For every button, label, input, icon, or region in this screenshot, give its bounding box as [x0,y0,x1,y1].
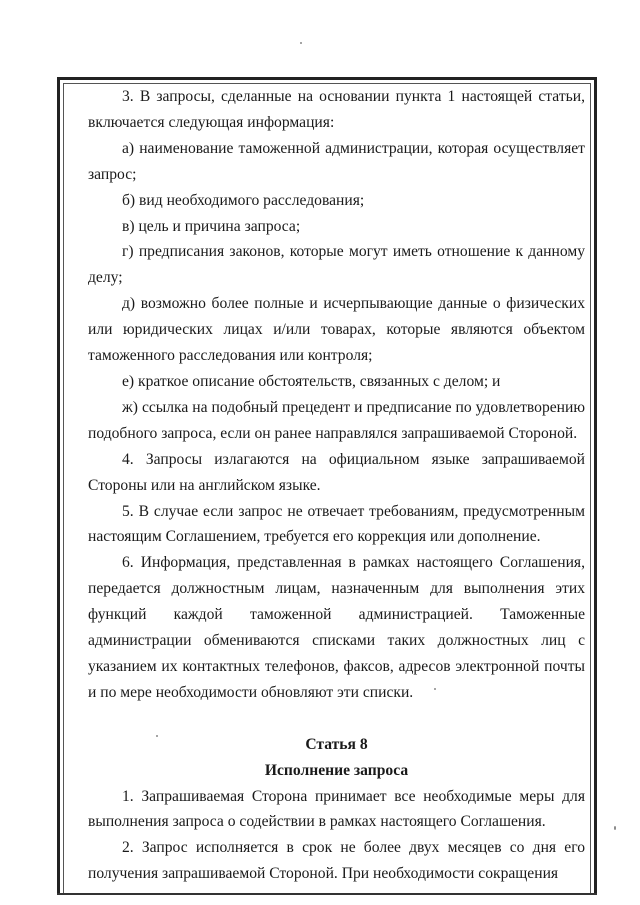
page-border-bottom [57,893,597,895]
paragraph: 6. Информация, представленная в рамках настоящего Соглашения, передается должностным лицам, назначенным для выполнения этих функций каждой таможенной администрацией. Таможенные администрации обмениваются списками таких должностных лиц с указанием их контактных телефонов, факсов, адресов электронной почты и по мере необходимости обновляют эти списки. [88,554,585,701]
scan-speck [300,42,302,44]
paragraph: е) краткое описание обстоятельств, связанных с делом; и [122,372,501,390]
article-title: Исполнение запроса [264,761,409,779]
paragraph: 3. В запросы, сделанные на основании пункта 1 настоящей статьи, включается следующая информация: [88,88,585,131]
paragraph: 1. Запрашиваемая Сторона принимает все необходимые меры для выполнения запроса о содействии в рамках настоящего Соглашения. [88,787,585,831]
paragraph: в) цель и причина запроса; [122,217,301,235]
paragraph: б) вид необходимого расследования; [122,191,365,209]
paragraph: г) предписания законов, которые могут иметь отношение к данному делу; [88,243,585,287]
scan-speck [614,826,616,830]
paragraph: ж) ссылка на подобный прецедент и предписание по удовлетворению подобного запроса, если он ранее направлялся запрашиваемой Стороной. [88,398,585,442]
paragraph: д) возможно более полные и исчерпывающие данные о физических или юридических лицах и/или товарах, которые являются объектом таможенного расследования или контроля; [88,295,585,365]
paragraph: а) наименование таможенной администрации, которая осуществляет запрос; [88,139,585,183]
article-number: Статья 8 [305,735,368,753]
paragraph: 5. В случае если запрос не отвечает требованиям, предусмотренным настоящим Соглашением, требуется его коррекция или дополнение. [88,502,585,546]
document-body [88,84,585,887]
paragraph: 2. Запрос исполняется в срок не более двух месяцев со дня его получения запрашиваемой Стороной. При необходимости сокращения [88,839,585,883]
paragraph: 4. Запросы излагаются на официальном языке запрашиваемой Стороны или на английском языке. [88,450,585,494]
